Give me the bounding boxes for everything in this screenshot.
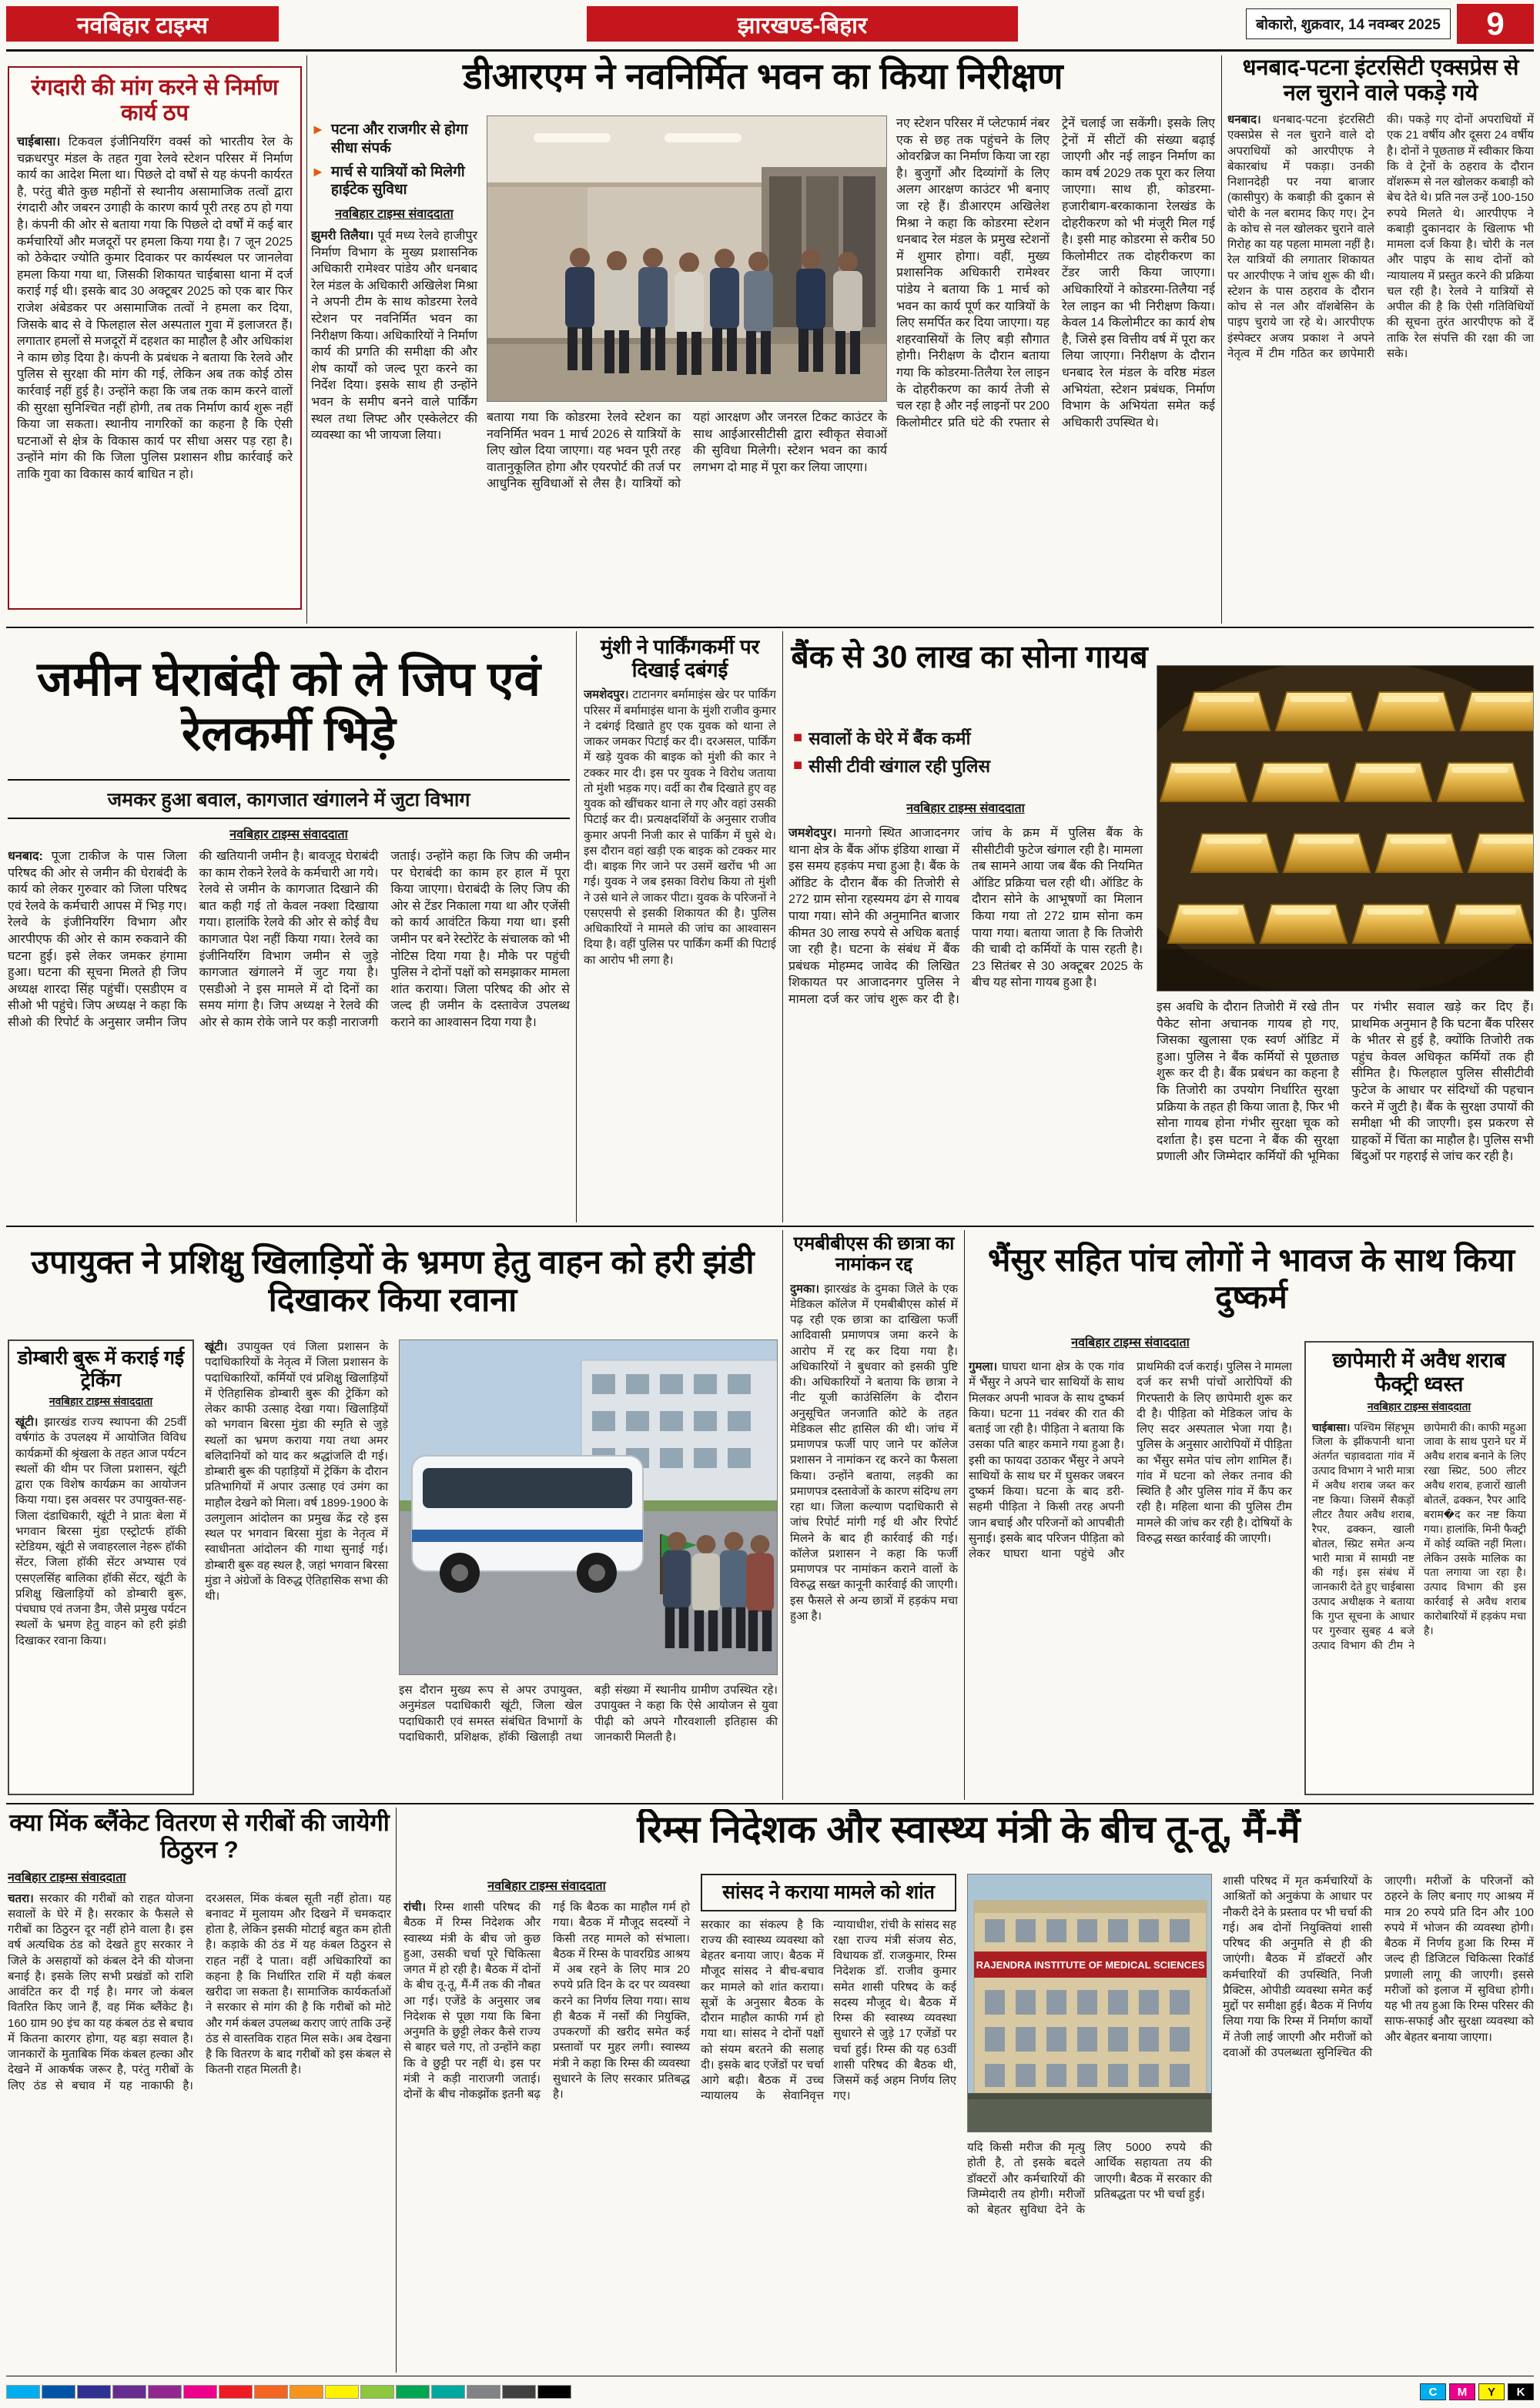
byline: नवबिहार टाइम्स संवाददाता bbox=[1367, 1400, 1471, 1413]
article-mink bbox=[8, 1809, 391, 2373]
article-body: जमशेदपुर। टाटानगर बर्मामाइंस खेर पर पार्किंग परिसर में बर्मामाइंस थाना के मुंशी राजीव कुमार ने दबंगई दिखाते हुए एक युवक को थाना ले जाकर जमकर पिटाई कर दी। दरअसल, पार्किंग में खड़े युवक की बाइक को मुंशी की कार ने टक्कर मार दी। इस पर युवक ने विरोध जताया तो मुंशी भड़क गए। वर्दी का रौब दिखाते हुए वह युवक को खींचकर थाना ले गए और वहां उसकी पिटाई कर दी। प्रत्यक्षदर्शियों के अनुसार राजीव कुमार अपनी निजी कार से पार्किंग में घुसे थे। इस दौरान वहां खड़ी एक बाइक को टक्कर मार दी। बाइक गिर जाने पर उसमें खरोंच भी आ गई। युवक ने जब इसका विरोध किया तो मुंशी ने उसे थाने ले जाकर पीटा। युवक के परिजनों ने एसएसपी से इसकी शिकायत की है। पुलिस अधिकारियों ने मामले की जांच का आश्वासन दिया है। वहीं पुलिस पर पार्किंग कर्मी की पिटाई का आरोप भी लगा है। bbox=[584, 688, 776, 967]
dateline: धनबाद। bbox=[1227, 113, 1261, 127]
arrow-bullet-icon: ► bbox=[311, 163, 325, 179]
article-headline: एमबीबीएस की छात्रा का नामांकन रद्द bbox=[793, 1233, 955, 1276]
calibration-swatch bbox=[396, 2385, 430, 2399]
column-divider bbox=[782, 631, 783, 1222]
article-body: चाईबासा। टिकवल इंजीनियरिंग वर्क्स को भारतीय रेल के चक्रधरपुर मंडल के तहत गुवा रेलवे स्टेशन परिसर में निर्माण कार्य का आदेश मिला था। पिछले दो वर्षों से यह कंपनी कार्यरत है, परंतु बीते कुछ महीनों से स्थानीय असामाजिक तत्वों द्वारा रंगदारी और जबरन उगाही के कारण कार्य पूरी तरह ठप हो गया है। कंपनी की ओर से बताया गया कि पिछले दो वर्षों में कई बार कर्मचारियों और मजदूरों पर हमला किया गया है। 7 जून 2025 को ठेकेदार ज्योति कुमार दिवाकर पर कार्यस्थल पर जानलेवा हमला किया गया था, जिसकी शिकायत चाईबासा थाना में दर्ज कराई गई थी। इसके बाद 30 अक्टूबर 2025 को एक बार फिर राजेश अंबेडकर पर असामाजिक तत्वों ने हमला कर दिया, जिसके बाद से वे फिलहाल सेल अस्पताल गुवा में इलाजरत हैं। लगातार हमलों से मजदूरों में दहशत का माहौल है और अधिकांश ने काम छोड़ दिया है। कंपनी के प्रबंधक ने बताया कि रेलवे और पुलिस से सुरक्षा की मांग की गई, लेकिन अब तक कोई ठोस कार्रवाई नहीं हुई है। उन्होंने कहा कि जब तक काम करने वालों की सुरक्षा सुनिश्चित नहीं होगी, तब तक निर्माण कार्य शुरू नहीं किया जा सकता। स्थानीय नागरिकों का कहना है कि ऐसी घटनाओं से क्षेत्र के विकास कार्य पर सीधा असर पड़ रहा है। उन्होंने मांग की कि जिला पुलिस प्रशासन शीघ्र कार्रवाई करे ताकि गुवा का विकास कार्य बाधित न हो। bbox=[17, 135, 293, 481]
column-divider bbox=[306, 55, 307, 624]
cmyk-label-y: Y bbox=[1478, 2383, 1505, 2400]
article-body: इस दौरान मुख्य रूप से अपर उपायुक्त, अनुमंडल पदाधिकारी खूंटी, जिला खेल पदाधिकारी एवं समस्त संबंधित विभागों के पदाधिकारी, प्रशिक्षक, हॉकी खिलाड़ी तथा बड़ी संख्या में स्थानीय ग्रामीण उपस्थित रहे। उपायुक्त ने कहा कि ऐसे आयोजन से युवा पीढ़ी को अपने गौरवशाली इतिहास की जानकारी मिलती है। bbox=[399, 1684, 778, 1744]
article-headline: बैंक से 30 लाख का सोना गायब bbox=[791, 639, 1148, 674]
calibration-swatch bbox=[290, 2385, 323, 2399]
dateline: खूंटी। bbox=[15, 1416, 38, 1429]
dateline: चतरा। bbox=[8, 1891, 34, 1905]
article-munshi bbox=[584, 636, 776, 1219]
byline: नवबिहार टाइम्स संवाददाता bbox=[1071, 1336, 1190, 1349]
dateline: गुमला। bbox=[969, 1360, 998, 1373]
sub-article-headline: सांसद ने कराया मामले को शांत bbox=[701, 1874, 956, 1911]
intro-column bbox=[311, 115, 477, 617]
article-headline: धनबाद-पटना इंटरसिटी एक्सप्रेस से नल चुराने वाले पकड़े गये bbox=[1242, 55, 1519, 106]
dateline: धनबाद: bbox=[8, 850, 43, 863]
gold-bars-photo-art bbox=[1157, 666, 1534, 992]
cmyk-label-k: K bbox=[1508, 2383, 1534, 2400]
calibration-swatches bbox=[6, 2385, 571, 2399]
article-bank-gold bbox=[788, 636, 1534, 1219]
column-divider bbox=[964, 1230, 965, 1800]
dateline: दुमका। bbox=[790, 1282, 820, 1296]
article-jameen bbox=[8, 636, 570, 1219]
article-body: शासी परिषद में मृत कर्मचारियों के आश्रितों को अनुकंपा के आधार पर नौकरी देने के प्रस्ताव पर भी चर्चा की गई। अब दोनों नियुक्तियां शासी परिषद की अनुमति से ही की जाएंगी। बैठक में डॉक्टरों और कर्मचारियों की उपस्थिति, निजी प्रैक्टिस, ओपीडी व्यवस्था समेत कई मुद्दों पर समीक्षा हुई। बैठक में निर्णय लिया गया कि रिम्स में निर्माण कार्यों में तेजी लाई जाएगी और मरीजों को दवाओं की उपलब्धता सुनिश्चित की जाएगी। मरीजों के परिजनों को ठहरने के लिए बनाए गए आश्रय में मात्र 20 रुपये प्रति दिन और 100 रुपये में भोजन की व्यवस्था होगी। बैठक में निर्णय हुआ कि रिम्स में जल्द ही डिजिटल चिकित्सा रिकॉर्ड प्रणाली लागू की जाएगी। इससे मरीजों को इलाज में सुविधा होगी। यह भी तय हुआ कि रिम्स परिसर की साफ-सफाई और सुरक्षा व्यवस्था को और बेहतर बनाया जाएगा। bbox=[1223, 1875, 1534, 2059]
dateline: झुमरी तिलैया। bbox=[311, 229, 374, 242]
article-headline: जमीन घेराबंदी को ले जिप एवं रेलकर्मी भिड़े bbox=[37, 653, 541, 761]
rims-building-photo bbox=[967, 1874, 1212, 2132]
square-bullet-icon: ■ bbox=[793, 756, 803, 774]
rims-building-photo-art bbox=[968, 1875, 1212, 2132]
article-mbbs bbox=[790, 1233, 958, 1798]
article-body: दुमका। झारखंड के दुमका जिले के एक मेडिकल कॉलेज में एमबीबीएस कोर्स में पढ़ रही एक छात्रा का दाखिला फर्जी आदिवासी प्रमाणपत्र जमा करने के आरोप में रद्द कर दिया गया है। अधिकारियों ने बुधवार को इसकी पुष्टि की। अधिकारियों ने बताया कि छात्रा ने नीट यूजी काउंसिलिंग के दौरान अनुसूचित जनजाति कोटे के तहत मेडिकल सीट हासिल की थी। जांच में प्रमाणपत्र फर्जी पाए जाने पर कॉलेज प्रशासन ने नामांकन रद्द करने का फैसला किया। उन्होंने बताया, लड़की का प्रमाणपत्र दस्तावेजों के कारण संदिग्ध लग रहा था। जिला कल्याण पदाधिकारी से जांच रिपोर्ट मांगी गई थी और रिपोर्ट मिलने के बाद ही कार्रवाई की गई। कॉलेज प्रशासन ने कहा कि फर्जी प्रमाणपत्र पर नामांकन कराने वालों के विरुद्ध सख्त कानूनी कार्रवाई की जाएगी। इस फैसले से अन्य छात्रों में हड़कंप मचा हुआ है। bbox=[790, 1282, 958, 1623]
calibration-swatch bbox=[112, 2385, 146, 2399]
dateline: रांची। bbox=[403, 1901, 427, 1914]
article-headline: रंगदारी की मांग करने से निर्माण कार्य ठप bbox=[31, 75, 279, 126]
rims-left-column bbox=[403, 1874, 690, 2371]
subpoints bbox=[793, 722, 1147, 783]
article-upayukt bbox=[8, 1233, 778, 1798]
byline: नवबिहार टाइम्स संवाददाता bbox=[487, 1880, 606, 1893]
drm-inspection-photo bbox=[487, 115, 887, 402]
cmyk-label-c: C bbox=[1420, 2383, 1446, 2400]
print-calibration-bar bbox=[6, 2382, 1534, 2402]
column-divider bbox=[782, 1230, 783, 1800]
box-body: चाईबासा। पश्चिम सिंहभूम जिला के झींकपानी थाना अंतर्गत चड़ावदाता गांव में उत्पाद विभाग ने भारी मात्रा में अवैध शराब जब्त कर नष्ट किया। जिसमें सैकड़ों लीटर तैयार अवैध शराब, रैपर, ढक्कन, खाली बोतल, स्प्रिट समेत अन्य भारी मात्रा में सामग्री नष्ट की गई। इस संबंध में जानकारी देते हुए चाईबासा उत्पाद अधीक्षक ने बताया कि गुप्त सूचना के आधार पर गुरुवार सुबह 4 बजे उत्पाद विभाग की टीम ने छापेमारी की। काफी महुआ जावा के साथ पुराने घर में अवैध शराब बनाने के लिए रखा स्प्रिट, 500 लीटर अवैध शराब, हजारों खाली बोतलें, ढक्कन, रैपर आदि बराम�द कर नष्ट किया गया। हालांकि, मिनी फैक्ट्री में कोई व्यक्ति नहीं मिला। लेकिन उसके मालिक का पता लगाया जा रहा है। उत्पाद विभाग की इस कार्रवाई से अवैध शराब कारोबारियों में हड़कंप मचा है। bbox=[1312, 1420, 1527, 1651]
calibration-swatch bbox=[183, 2385, 217, 2399]
paper-name: नवबिहार टाइम्स bbox=[6, 6, 279, 42]
calibration-swatch bbox=[431, 2385, 465, 2399]
section-label: झारखण्ड-बिहार bbox=[587, 6, 1018, 42]
rims-sign-text: RAJENDRA INSTITUTE OF MEDICAL SCIENCES bbox=[976, 1959, 1205, 1971]
article-headline: क्या मिंक ब्लैंकेट वितरण से गरीबों की जायेगी ठिठुरन ? bbox=[9, 1809, 390, 1864]
dateline: जमशेदपुर। bbox=[584, 688, 629, 702]
box-headline: डोम्बारी बुरू में कराई गई ट्रेकिंग bbox=[17, 1347, 185, 1391]
byline: नवबिहार टाइम्स संवाददाता bbox=[906, 802, 1025, 815]
article-rims bbox=[403, 1809, 1534, 2373]
square-bullet-icon: ■ bbox=[793, 729, 803, 746]
article-sharab-box bbox=[1304, 1341, 1534, 1795]
article-subhead: जमकर हुआ बवाल, कागजात खंगालने में जुटा विभाग bbox=[8, 779, 570, 819]
article-nal-chori bbox=[1227, 55, 1534, 622]
row-rule-2 bbox=[6, 1226, 1534, 1227]
calibration-swatch bbox=[42, 2385, 75, 2399]
subpoint: ■ सीसी टीवी खंगाल रही पुलिस bbox=[793, 755, 991, 776]
calibration-swatch bbox=[219, 2385, 253, 2399]
byline: नवबिहार टाइम्स संवाददाता bbox=[335, 208, 454, 221]
article-body: रांची। रिम्स शासी परिषद की बैठक में रिम्स निदेशक और स्वास्थ्य मंत्री के बीच जो कुछ हुआ, उसकी चर्चा पूरे चिकित्सा जगत में हो रही है। बैठक में दोनों के बीच तू-तू, मैं-मैं तक की नौबत आ गई। एजेंडे के अनुसार जब निदेशक से पूछा गया कि बिना अनुमति के छुट्टी लेकर कैसे राज्य से बाहर चले गए, तो उन्होंने कहा कि वे छुट्टी पर नहीं थे। इस पर मंत्री ने कड़ी नाराजगी जताई। दोनों के बीच नोकझोंक इतनी बढ़ गई कि बैठक का माहौल गर्म हो गया। बैठक में मौजूद सदस्यों ने किसी तरह मामले को संभाला। बैठक में रिम्स के पावरग्रिड आश्रय में अब रहने के लिए मात्र 20 रुपये प्रति दिन के दर पर व्यवस्था करने का निर्णय लिया गया। साथ ही बैठक में नर्सों की नियुक्ति, उपकरणों की खरीद समेत कई प्रस्तावों पर मुहर लगी। स्वास्थ्य मंत्री ने कहा कि रिम्स की व्यवस्था सुधारने के लिए सरकार प्रतिबद्ध है। bbox=[403, 1901, 690, 2101]
calibration-swatch bbox=[148, 2385, 182, 2399]
gold-bars-photo bbox=[1157, 665, 1534, 992]
flagoff-photo-art bbox=[400, 1340, 778, 1675]
calibration-swatch bbox=[77, 2385, 111, 2399]
saansad-column bbox=[701, 1874, 956, 2371]
article-body: जमशेदपुर। मानगो स्थित आजादनगर थाना क्षेत्र के बैंक ऑफ इंडिया शाखा में इस समय हड़कंप मचा हुआ है। बैंक के ऑडिट के दौरान बैंक की तिजोरी से 272 ग्राम सोना रहस्यमय ढंग से गायब पाया गया। सोने की अनुमानित बाजार कीमत 30 लाख रुपये से अधिक बताई जा रही है। घटना के संबंध में बैंक प्रबंधक मोहम्मद जावेद की लिखित शिकायत पर आजादनगर पुलिस ने मामला दर्ज कर जांच शुरू कर दी है। जांच के क्रम में पुलिस बैंक के सीसीटीवी फुटेज खंगाल रही है। मामला तब सामने आया जब बैंक की नियमित ऑडिट प्रक्रिया चल रही थी। ऑडिट के दौरान सोने के आभूषणों का मिलान किया गया तो 272 ग्राम सोना कम पाया गया। बताया जाता है कि तिजोरी की चाबी दो कर्मियों के पास रहती है। 23 सितंबर से 30 अक्टूबर 2025 के बीच यह सोना गायब हुआ है। bbox=[788, 827, 1143, 1006]
article-body: खूंटी। उपायुक्त एवं जिला प्रशासन के पदाधिकारियों के नेतृत्व में जिला प्रशासन के पदाधिकारियों, कर्मियों एवं प्रशिक्षु खिलाड़ियों में ऐतिहासिक डोम्बारी बुरू की ट्रेकिंग को लेकर काफी उत्साह देखा गया। खिलाड़ियों को भगवान बिरसा मुंडा की स्मृति से जुड़े स्थलों का भ्रमण कराया गया तथा अमर बलिदानियों को याद कर श्रद्धांजलि दी गई। डोम्बारी बुरू की पहाड़ियों में ट्रेकिंग के दौरान प्रतिभागियों में अपार उत्साह एवं उमंग का माहौल देखने को मिला। वर्ष 1899-1900 के उलगुलान आंदोलन का प्रमुख केंद्र रहे इस स्थल पर भगवान बिरसा मुंडा के नेतृत्व में स्वाधीनता आंदोलन की गाथा सुनाई गई। डोम्बारी बुरू वह स्थल है, जहां भगवान बिरसा मुंडा ने अंग्रेजों के विरुद्ध ऐतिहासिक सभा की थी। bbox=[205, 1340, 388, 1603]
article-body: चतरा। सरकार की गरीबों को राहत योजना सवालों के घेरे में है। सरकार के फैसले से गरीबों का ठिठुरन दूर नहीं होने वाला है। इस वर्ष अत्यधिक ठंड को देखते हुए सरकार ने जिले के असहायों को कंबल देने की योजना बनाई है। इसके लिए सभी प्रखंडों को राशि आवंटित कर दी गई है। मगर जो कंबल वितरित किए जाने हैं, वह मिंक ब्लैंकेट है। 160 ग्राम 90 इंच का यह कंबल ठंड से बचाव में कितना कारगर होगा, यह बड़ा सवाल है। जानकारों के मुताबिक मिंक कंबल हल्का और देखने में आकर्षक जरूर है, परंतु गरीबों के लिए ठंड से बचाव में यह नाकाफी है। दरअसल, मिंक कंबल सूती नहीं होता। यह बनावट में मुलायम और दिखने में चमकदार होता है, लेकिन इसकी मोटाई बहुत कम होती है। कड़ाके की ठंड में यह कंबल ठिठुरन से राहत नहीं दे पाता। वहीं अधिकारियों का कहना है कि निर्धारित राशि में यही कंबल खरीदा जा सकता है। सामाजिक कार्यकर्ताओं ने सरकार से मांग की है कि गरीबों को मोटे और गर्म कंबल उपलब्ध कराए जाएं ताकि उन्हें ठंड से वास्तविक राहत मिल सके। अब देखना है कि वितरण के बाद गरीबों को इस कंबल से कितनी राहत मिलती है। bbox=[8, 1891, 391, 2092]
article-headline: रिम्स निदेशक और स्वास्थ्य मंत्री के बीच तू-तू, मैं-मैं bbox=[637, 1809, 1301, 1851]
article-body: झुमरी तिलैया। पूर्व मध्य रेलवे हाजीपुर निर्माण विभाग के मुख्य प्रशासनिक अधिकारी रामेश्वर पांडेय और धनबाद रेल मंडल के अधिकारी अखिलेश मिश्रा ने अपनी टीम के साथ कोडरमा रेलवे स्टेशन पर नवनिर्मित भवन का निरीक्षण किया। अधिकारियों ने निर्माण कार्य की प्रगति की समीक्षा की और शेष कार्यों को जल्द पूरा करने का निर्देश दिया। इसके साथ ही उन्होंने भवन के समीप बनने वाले पार्किंग स्थल तथा लिफ्ट और एस्केलेटर की व्यवस्था का भी जायजा लिया। bbox=[311, 229, 477, 443]
column-divider bbox=[576, 631, 577, 1222]
row-rule-1 bbox=[6, 627, 1534, 628]
article-bhainsur bbox=[969, 1233, 1534, 1798]
article-headline: डीआरएम ने नवनिर्मित भवन का किया निरीक्षण bbox=[463, 55, 1063, 96]
dateline: चाईबासा। bbox=[1312, 1420, 1351, 1433]
article-body: इस अवधि के दौरान तिजोरी में रखे तीन पैकेट सोना अचानक गायब हो गए, जिसका खुलासा एक स्वर्ण ऑडिट में हुआ। पुलिस ने बैंक कर्मियों से पूछताछ शुरू कर दी है। बैंक प्रबंधन का कहना है कि तिजोरी का उपयोग निर्धारित सुरक्षा प्रक्रिया के तहत ही किया जाता है, फिर भी सोना गायब होना गंभीर सुरक्षा चूक को दर्शाता है। इस घटना ने बैंक की सुरक्षा प्रणाली और जिम्मेदार कर्मियों की भूमिका पर गंभीर सवाल खड़े कर दिए हैं। प्राथमिक अनुमान है कि घटना बैंक परिसर के भीतर से हुई है, क्योंकि तिजोरी तक पहुंच केवल अधिकृत कर्मियों तक ही सीमित है। फिलहाल पुलिस सीसीटीवी फुटेज के आधार पर संदिग्धों की पहचान करने में जुटी है। बैंक के सुरक्षा उपायों की समीक्षा भी की जाएगी। इस प्रकरण से ग्राहकों में चिंता का माहौल है। पुलिस सभी बिंदुओं पर गहराई से जांच कर रही है। bbox=[1157, 1001, 1534, 1164]
column-divider bbox=[396, 1808, 397, 2373]
subpoint: ■ सवालों के घेरे में बैंक कर्मी bbox=[793, 728, 971, 748]
dateline: चाईबासा। bbox=[17, 135, 61, 149]
arrow-bullet-icon: ► bbox=[311, 122, 325, 137]
dateline: जमशेदपुर। bbox=[788, 827, 837, 840]
edition-dateline: बोकारो, शुक्रवार, 14 नवम्बर 2025 bbox=[1246, 8, 1451, 39]
article-body: गुमला। घाघरा थाना क्षेत्र के एक गांव में भैंसुर ने अपने चार साथियों के साथ मिलकर अपनी भावज के साथ दुष्कर्म किया। घटना 11 नवंबर की रात की बताई जा रही है। पीड़िता ने बताया कि उसका पति बाहर कमाने गया हुआ है। इसी का फायदा उठाकर भैंसुर ने अपने साथियों के साथ घर में घुसकर जबरन दुष्कर्म किया। घटना के बाद डरी-सहमी पीड़िता ने किसी तरह अपनी जान बचाई और परिजनों को आपबीती सुनाई। इसके बाद परिजन पीड़िता को लेकर घाघरा थाना पहुंचे और प्राथमिकी दर्ज कराई। पुलिस ने मामला दर्ज कर सभी पांचों आरोपियों की गिरफ्तारी के लिए छापेमारी शुरू कर दी है। पीड़िता को मेडिकल जांच के लिए सदर अस्पताल भेजा गया है। पुलिस के अनुसार आरोपियों में पीड़िता का भैंसुर समेत पांच लोग शामिल हैं। गांव में घटना को लेकर तनाव की स्थिति है और पुलिस गांव में कैंप कर रही है। महिला थाना की पुलिस टीम मामले की जांच कर रही है। दोषियों के विरुद्ध सख्त कार्रवाई की जाएगी। bbox=[969, 1360, 1292, 1560]
article-body: बताया गया कि कोडरमा रेलवे स्टेशन का नवनिर्मित भवन 1 मार्च 2026 से यात्रियों के लिए खोल दिया जाएगा। यह भवन पूरी तरह वातानुकूलित होगा और एयरपोर्ट की तर्ज पर आधुनिक सुविधाओं से लैस है। यात्रियों को यहां आरक्षण और जनरल टिकट काउंटर के साथ आईआरसीटीसी द्वारा स्वीकृत सेवाओं की सुविधा मिलेगी। स्टेशन भवन का कार्य लगभग दो माह में पूरा कर लिया जाएगा। bbox=[487, 411, 887, 491]
calibration-swatch bbox=[325, 2385, 359, 2399]
masthead-rule bbox=[6, 49, 1534, 52]
article-headline: भैंसुर सहित पांच लोगों ने भावज के साथ किया दुष्कर्म bbox=[987, 1242, 1515, 1315]
article-body: धनबाद। धनबाद-पटना इंटरसिटी एक्सप्रेस से नल चुराने वाले दो अपराधियों को आरपीएफ ने बेकारबांध में पकड़ा। उनकी निशानदेही पर नया बाजार (कासीपुर) के कबाड़ी की दुकान से चोरी के नल बरामद किए गए। ट्रेन के कोच से नल खोलकर चुराने वाले गिरोह का यह पहला मामला नहीं है। रेल यात्रियों की लगातार शिकायत पर आरपीएफ ने जांच शुरू की थी। स्टेशन के पास ठहराव के दौरान कोच से नल और वॉशबेसिन के पाइप चुराये जा रहे थे। आरपीएफ इंस्पेक्टर अजय प्रकाश ने अपने नेतृत्व में टीम गठित कर छापेमारी की। पकड़े गए दोनों अपराधियों में एक 21 वर्षीय और दूसरा 24 वर्षीय है। दोनों ने पूछताछ में स्वीकार किया कि वे ट्रेनों के ठहराव के दौरान वॉशरूम से नल खोलकर कबाड़ी को बेच देते थे। प्रति नल उन्हें 100-150 रुपये मिलते थे। आरपीएफ ने कबाड़ी दुकानदार के खिलाफ भी मामला दर्ज किया है। चोरी के नल और पाइप के साथ दोनों को न्यायालय में प्रस्तुत करने की प्रक्रिया चल रही है। रेलवे ने यात्रियों से अपील की है कि ऐसी गतिविधियों की सूचना तुरंत आरपीएफ को दें ताकि रेल संपत्ति की रक्षा की जा सके। bbox=[1227, 113, 1534, 360]
calibration-swatch bbox=[360, 2385, 394, 2399]
box-headline: छापेमारी में अवैध शराब फैक्ट्री ध्वस्त bbox=[1332, 1349, 1506, 1396]
dateline: खूंटी। bbox=[205, 1340, 228, 1353]
article-headline: उपायुक्त ने प्रशिक्षु खिलाड़ियों के भ्रमण हेतु वाहन को हरी झंडी दिखाकर किया रवाना bbox=[31, 1243, 755, 1319]
article-drm bbox=[311, 55, 1215, 622]
cmyk-label-m: M bbox=[1449, 2383, 1475, 2400]
article-rangdari bbox=[8, 66, 302, 610]
calibration-swatch bbox=[537, 2385, 571, 2399]
box-body: खूंटी। झारखंड राज्य स्थापना की 25वीं वर्षगांठ के उपलक्ष्य में आयोजित विविध कार्यक्रमों की श्रृंखला के तहत आज पर्यटन स्थलों की थीम पर जिला प्रशासन, खूंटी द्वारा एक विशेष कार्यक्रम का आयोजन किया गया। इस अवसर पर उपायुक्त-सह-जिला दंडाधिकारी, खूंटी ने प्रातः बेला में भगवान बिरसा मुंडा एस्ट्रोटर्फ हॉकी स्टेडियम, खूंटी से जवाहरलाल नेहरू हॉकी सेंटर, जिला हॉकी सेंटर अभ्यास एवं एसएलसिंह बालिका हॉकी सेंटर, खूंटी के प्रशिक्षु खिलाड़ियों को डोम्बारी बुरू, पंचघाघ एवं तजना डैम, जैसे प्रमुख पर्यटन स्थलों के भ्रमण हेतु वाहन को हरी झंडी दिखाकर रवाना किया। bbox=[15, 1416, 186, 1647]
article-body: धनबाद: पूजा टाकीज के पास जिला परिषद की ओर से जमीन की घेराबंदी के कार्य को लेकर गुरुवार को जिला परिषद एवं रेलवे के कर्मचारी आपस में भिड़ गए। रेलवे के इंजीनियरिंग विभाग और आरपीएफ की ओर से काम रुकवाने की घटना हुई। इसे लेकर जमकर हंगामा हुआ। घटना की सूचना मिलते ही जिप अध्यक्ष शारदा सिंह पहुंचीं। एसडीएम व सीओ भी पहुंचे। जिप अध्यक्ष ने कहा कि सीओ की रिपोर्ट के अनुसार जमीन जिप की खतियानी जमीन है। बावजूद घेराबंदी का काम रोकने रेलवे के कर्मचारी आ गये। रेलवे से जमीन के कागजात दिखाने की बात कही गई तो केवल नक्शा दिखाया गया। हालांकि रेलवे की ओर से कोई वैध कागजात पेश नहीं किया गया। रेलवे का इंजीनियरिंग विभाग जमीन से जुड़े कागजात खंगालने में जुट गया है। एसडीओ ने इस मामले में दो दिनों का समय मांगा है। जिप अध्यक्ष ने रेलवे की ओर से काम रोके जाने पर कड़ी नाराजगी जताई। उन्होंने कहा कि जिप की जमीन पर घेराबंदी का काम हर हाल में पूरा किया जाएगा। घेराबंदी के लिए जिप की ओर से टेंडर निकाला गया था और एजेंसी को कार्य आवंटित किया गया था। इसी जमीन पर बने रेस्टोरेंट के संचालक को भी नोटिस दिया गया है। मौके पर पहुंची पुलिस ने दोनों पक्षों को समझाकर मामला शांत कराया। जिला परिषद की ओर से जल्द ही जमीन के दस्तावेज उपलब्ध कराने का आश्वासन दिया गया है। bbox=[8, 850, 570, 1029]
sub-article-body: सरकार का संकल्प है कि राज्य की स्वास्थ्य व्यवस्था को बेहतर बनाया जाए। बैठक में मौजूद सांसद ने बीच-बचाव कर मामले को शांत कराया। सूत्रों के अनुसार बैठक के दौरान माहौल काफी गर्म हो गया था। सांसद ने दोनों पक्षों को संयम बरतने की सलाह दी। इसके बाद एजेंडों पर चर्चा आगे बढ़ी। बैठक में उच्च न्यायालय के सेवानिवृत्त न्यायाधीश, रांची के सांसद सह रक्षा राज्य मंत्री संजय सेठ, विधायक डॉ. राजकुमार, रिम्स निदेशक डॉ. राजीव कुमार समेत शासी परिषद के कई सदस्य मौजूद थे। बैठक में रिम्स की स्वास्थ्य व्यवस्था सुधारने से जुड़े 17 एजेंडों पर चर्चा हुई। रिम्स की यह 63वीं शासी परिषद की बैठक थी, जिसमें कई अहम निर्णय लिए गए। bbox=[701, 1918, 956, 2103]
byline: नवबिहार टाइम्स संवाददाता bbox=[229, 828, 348, 841]
calibration-swatch bbox=[6, 2385, 40, 2399]
row-rule-3 bbox=[6, 1803, 1534, 1804]
subpoint: ► पटना और राजगीर से होगा सीधा संपर्क bbox=[311, 122, 468, 156]
article-body: यदि किसी मरीज की मृत्यु होती है, तो इसके बदले डॉक्टरों और कर्मचारियों की जिम्मेदारी तय होगी। मरीजों को बेहतर सुविधा देने के लिए 5000 रुपये की आर्थिक सहायता तय की जाएगी। बैठक में सरकार की प्रतिबद्धता पर भी चर्चा हुई। bbox=[967, 2141, 1212, 2216]
article-body: नए स्टेशन परिसर में प्लेटफार्म नंबर एक से छह तक पहुंचने के लिए ओवरब्रिज का निर्माण किया जा रहा है। बुजुर्गों और दिव्यांगों के लिए अलग आरक्षण काउंटर भी बनाए जा रहे हैं। डीआरएम अखिलेश मिश्रा ने कहा कि कोडरमा स्टेशन धनबाद रेल मंडल के प्रमुख स्टेशनों में शुमार होगा। वहीं, मुख्य प्रशासनिक अधिकारी रामेश्वर पांडेय ने बताया कि 1 मार्च को भवन का कार्य पूर्ण कर यात्रियों के लिए समर्पित कर दिया जाएगा। यह शहरवासियों के लिए बड़ी सौगात होगी। निरीक्षण के दौरान बताया गया कि कोडरमा-तिलैया रेल लाइन के दोहरीकरण का कार्य तेजी से चल रहा है और नई लाइनों पर 200 किलोमीटर प्रति घंटे की रफ्तार से ट्रेनें चलाई जा सकेंगी। इसके लिए ट्रेनों में सीटों की संख्या बढ़ाई जाएगी और नई लाइन निर्माण का काम वर्ष 2029 तक पूरा कर लिया जाएगा। साथ ही, कोडरमा-हजारीबाग-बरकाकाना रेलखंड के दोहरीकरण को भी मंजूरी मिल गई है। इसी माह कोडरमा से करीब 50 किलोमीटर तक दोहरीकरण का टेंडर जारी किया जाएगा। अधिकारियों ने कोडरमा-तिलैया नई रेल लाइन का भी निरीक्षण किया। केवल 14 किलोमीटर का कार्य शेष है, जिसे इस वित्तीय वर्ष में पूरा कर लिया जाएगा। निरीक्षण के दौरान धनबाद रेल मंडल के वरिष्ठ मंडल अभियंता, स्टेशन प्रबंधक, निर्माण विभाग के अभियंता समेत कई अधिकारी उपस्थित थे। bbox=[896, 117, 1215, 430]
calibration-swatch bbox=[467, 2385, 500, 2399]
page-number: 9 bbox=[1457, 4, 1534, 44]
article-headline: मुंशी ने पार्किंगकर्मी पर दिखाई दबंगई bbox=[600, 636, 760, 681]
byline: नवबिहार टाइम्स संवाददाता bbox=[49, 1395, 153, 1407]
drm-inspection-photo-art bbox=[487, 116, 887, 402]
subpoint: ► मार्च से यात्रियों को मिलेगी हाईटेक सुविधा bbox=[311, 163, 465, 199]
flagoff-photo bbox=[399, 1339, 778, 1675]
calibration-swatch bbox=[254, 2385, 288, 2399]
byline: नवबिहार टाइम्स संवाददाता bbox=[8, 1871, 126, 1885]
column-divider bbox=[1221, 55, 1222, 624]
dombari-trekking-box bbox=[8, 1339, 194, 1795]
calibration-swatch bbox=[502, 2385, 536, 2399]
